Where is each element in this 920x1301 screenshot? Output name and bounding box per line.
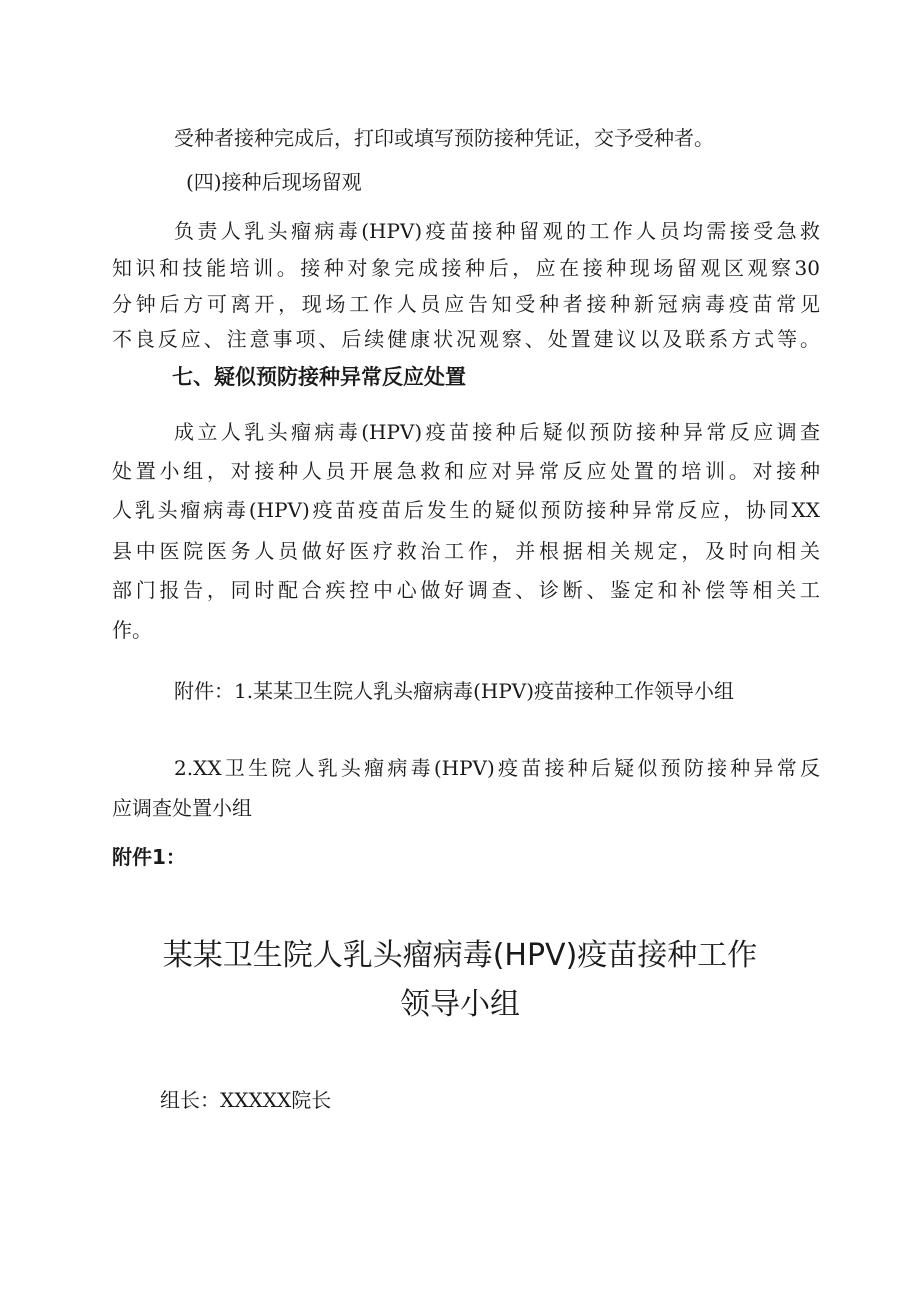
attachment-item: 2.XX卫生院人乳头瘤病毒(HPV)疫苗接种后疑似预防接种异常反 bbox=[174, 756, 820, 780]
annex-title: 某某卫生院人乳头瘤病毒(HPV)疫苗接种工作 bbox=[162, 938, 758, 973]
annex-title: 领导小组 bbox=[400, 987, 520, 1022]
paragraph-line: 人乳头瘤病毒(HPV)疫苗疫苗后发生的疑似预防接种异常反应，协同XX bbox=[112, 498, 820, 522]
paragraph-line: 分钟后方可离开，现场工作人员应告知受种者接种新冠病毒疫苗常见 bbox=[112, 292, 820, 316]
paragraph-line: 受种者接种完成后，打印或填写预防接种凭证，交予受种者。 bbox=[174, 126, 714, 150]
paragraph-line: 负责人乳头瘤病毒(HPV)疫苗接种留观的工作人员均需接受急救 bbox=[174, 219, 820, 243]
paragraph-line: 不良反应、注意事项、后续健康状况观察、处置建议以及联系方式等。 bbox=[112, 327, 820, 351]
paragraph-line: 知识和技能培训。接种对象完成接种后，应在接种现场留观区观察30 bbox=[112, 256, 820, 280]
paragraph-line: 处置小组，对接种人员开展急救和应对异常反应处置的培训。对接种 bbox=[112, 459, 820, 483]
paragraph-line: 成立人乳头瘤病毒(HPV)疫苗接种后疑似预防接种异常反应调查 bbox=[174, 420, 820, 444]
attachment-item: 应调查处置小组 bbox=[112, 796, 252, 820]
paragraph-line: 部门报告，同时配合疾控中心做好调查、诊断、鉴定和补偿等相关工 bbox=[112, 578, 820, 602]
sub-heading: (四)接种后现场留观 bbox=[186, 170, 362, 194]
annex-label: 附件1： bbox=[112, 845, 186, 869]
section-heading: 七、疑似预防接种异常反应处置 bbox=[172, 365, 466, 389]
paragraph-line: 作。 bbox=[112, 618, 152, 642]
attachment-item: 附件：1.某某卫生院人乳头瘤病毒(HPV)疫苗接种工作领导小组 bbox=[174, 679, 735, 703]
paragraph-line: 县中医院医务人员做好医疗救治工作，并根据相关规定，及时向相关 bbox=[112, 539, 820, 563]
leader-line: 组长：XXXXX院长 bbox=[160, 1088, 332, 1112]
